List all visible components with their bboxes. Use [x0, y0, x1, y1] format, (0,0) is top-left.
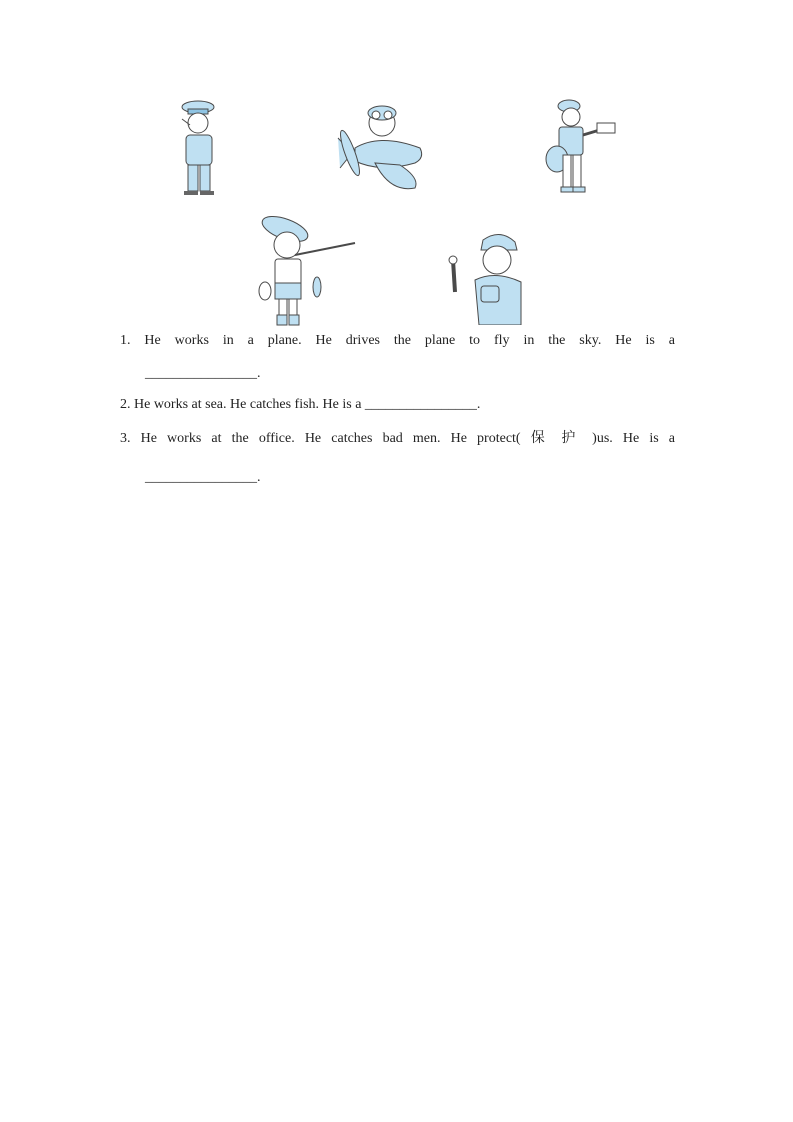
question-3-line-1: 3. He works at the office. He catches bad men. He protect( 保 护 )us. He is a [120, 431, 675, 446]
question-3-answer-blank: ________________. [145, 470, 261, 485]
question-1-answer-blank: ________________. [145, 366, 261, 381]
postman-picture [545, 97, 617, 197]
worker-picture [445, 230, 525, 325]
pilot-picture [330, 103, 430, 193]
question-2: 2. He works at sea. He catches fish. He is a ________________. [120, 397, 481, 412]
fisherman-picture [255, 211, 357, 326]
policeman-picture [170, 95, 225, 197]
question-1-line-1: 1. He works in a plane. He drives the plane to fly in the sky. He is a [120, 333, 675, 348]
